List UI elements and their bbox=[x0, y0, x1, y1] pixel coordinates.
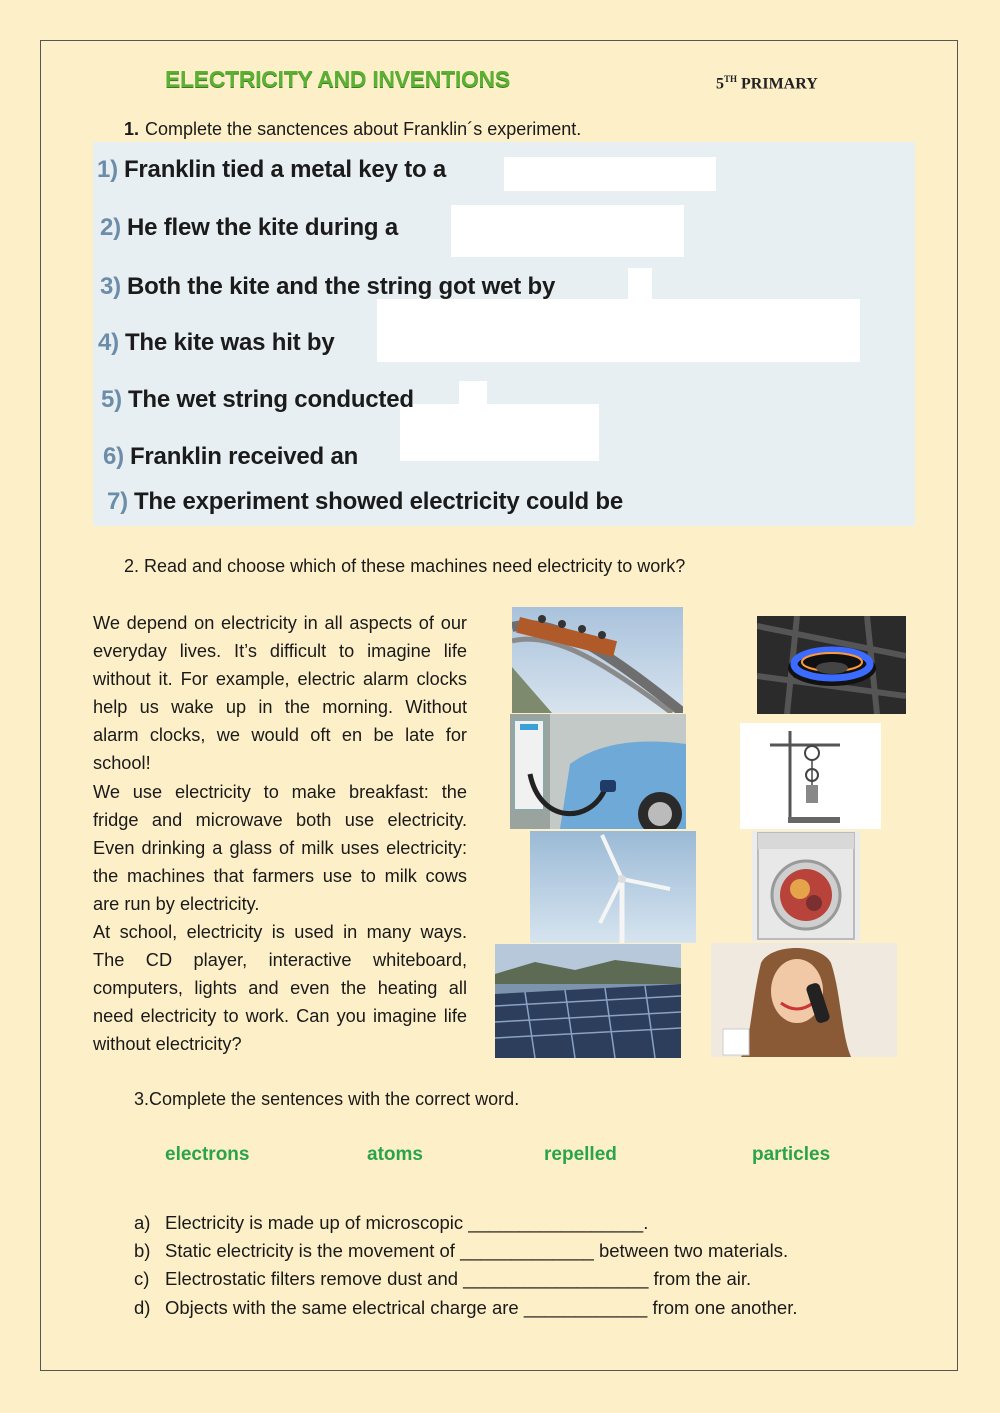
exercise-c-letter: c) bbox=[134, 1268, 150, 1290]
exercise-b-letter: b) bbox=[134, 1240, 151, 1262]
section1-instruction bbox=[124, 119, 581, 140]
grade-suffix: TH bbox=[724, 74, 738, 84]
exercise-c[interactable] bbox=[134, 1265, 797, 1293]
sentence-1-text: Franklin tied a metal key to a bbox=[123, 156, 447, 183]
sentence-2-text: He flew the kite during a bbox=[126, 214, 399, 241]
exercise-b[interactable] bbox=[134, 1237, 797, 1265]
sentence-2 bbox=[100, 214, 398, 242]
sentence-4-text: The kite was hit by bbox=[124, 329, 335, 356]
fill-in-list bbox=[134, 1209, 797, 1322]
exercise-d-letter: d) bbox=[134, 1296, 151, 1318]
sentence-3-number: 3) bbox=[100, 273, 121, 300]
roller-coaster-icon bbox=[512, 607, 683, 713]
woman-telephone-picture[interactable] bbox=[711, 943, 897, 1057]
wind-turbine-picture[interactable] bbox=[530, 831, 696, 943]
sentence-5-text: The wet string conducted bbox=[127, 386, 414, 413]
sentence-5-number: 5) bbox=[101, 386, 122, 413]
sentence-7-text: The experiment showed electricity could be bbox=[133, 488, 624, 515]
reading-paragraph-3: At school, electricity is used in many ways. The CD player, interactive whiteboard, computers, lights and even the heating all need electricity to work. Can you imagine life without electricity? bbox=[93, 922, 467, 1055]
word-bank-particles: particles bbox=[752, 1144, 831, 1165]
sentence-6-text: Franklin received an bbox=[129, 443, 359, 470]
sentence-3-text: Both the kite and the string got wet by bbox=[126, 273, 556, 300]
sentence-2-number: 2) bbox=[100, 214, 121, 241]
sentence-1 bbox=[97, 156, 446, 184]
grade-text: PRIMARY bbox=[741, 75, 818, 93]
wind-turbine-icon bbox=[530, 831, 696, 943]
exercise-d[interactable] bbox=[134, 1294, 797, 1322]
telephone-icon bbox=[711, 943, 897, 1057]
word-bank-electrons: electrons bbox=[165, 1144, 250, 1165]
answer-blank-2[interactable] bbox=[451, 205, 684, 257]
sentence-6 bbox=[103, 443, 358, 471]
sentence-4-number: 4) bbox=[98, 329, 119, 356]
answer-blank-6[interactable] bbox=[400, 404, 599, 461]
exercise-c-text: Electrostatic filters remove dust and __________________ from the air. bbox=[165, 1268, 752, 1290]
sentence-1-number: 1) bbox=[97, 156, 118, 183]
sentence-7-number: 7) bbox=[107, 488, 128, 515]
sentence-3 bbox=[100, 273, 555, 301]
sentence-4 bbox=[98, 329, 335, 357]
solar-panels-picture[interactable] bbox=[495, 944, 681, 1058]
sentence-5 bbox=[101, 386, 414, 414]
section3-instruction: 3.Complete the sentences with the correct word. bbox=[134, 1089, 520, 1109]
answer-blank-4[interactable] bbox=[377, 299, 860, 362]
exercise-a-letter: a) bbox=[134, 1212, 151, 1233]
sentence-6-number: 6) bbox=[103, 443, 124, 470]
word-bank-atoms: atoms bbox=[367, 1144, 423, 1165]
solar-panel-icon bbox=[495, 944, 681, 1058]
exercise-d-text: Objects with the same electrical charge are ____________ from one another. bbox=[165, 1296, 798, 1318]
washing-machine-icon bbox=[752, 831, 860, 941]
sentence-7 bbox=[107, 488, 623, 516]
answer-blank-1[interactable] bbox=[504, 157, 716, 191]
reading-paragraph-1: We depend on electricity in all aspects of our everyday lives. It’s difficult to imagine life without it. For example, electric alarm clocks help us wake up in the morning. Without alarm clocks, we would oft en be late for school! bbox=[93, 613, 467, 774]
washing-machine-picture[interactable] bbox=[752, 831, 860, 941]
reading-text bbox=[93, 609, 467, 1059]
grade-number: 5 bbox=[716, 75, 724, 93]
word-bank-repelled: repelled bbox=[544, 1144, 617, 1165]
exercise-a-text: Electricity is made up of microscopic _________________. bbox=[165, 1212, 649, 1233]
section1-number: 1. bbox=[124, 119, 140, 139]
section2-instruction: 2. Read and choose which of these machines need electricity to work? bbox=[124, 556, 686, 576]
exercise-a[interactable] bbox=[134, 1209, 797, 1237]
charging-car-icon bbox=[510, 714, 686, 829]
section1-text: Complete the sanctences about Franklin´s experiment. bbox=[145, 119, 582, 139]
reading-paragraph-2: We use electricity to make breakfast: the fridge and microwave both use electricity. Even drinking a glass of milk uses electricity: the machines that farmers use to milk cows are run by electricity. bbox=[93, 781, 467, 914]
gas-stove-picture[interactable] bbox=[757, 616, 906, 714]
exercise-b-text: Static electricity is the movement of _____________ between two materials. bbox=[165, 1240, 789, 1262]
gas-flame-icon bbox=[757, 616, 906, 714]
electric-car-picture[interactable] bbox=[510, 714, 686, 829]
worksheet-title: ELECTRICITY AND INVENTIONS bbox=[165, 66, 510, 92]
pulley-stand-picture[interactable] bbox=[740, 723, 881, 829]
grade-label bbox=[716, 74, 818, 93]
pulley-icon bbox=[740, 723, 881, 829]
roller-coaster-picture[interactable] bbox=[512, 607, 683, 713]
